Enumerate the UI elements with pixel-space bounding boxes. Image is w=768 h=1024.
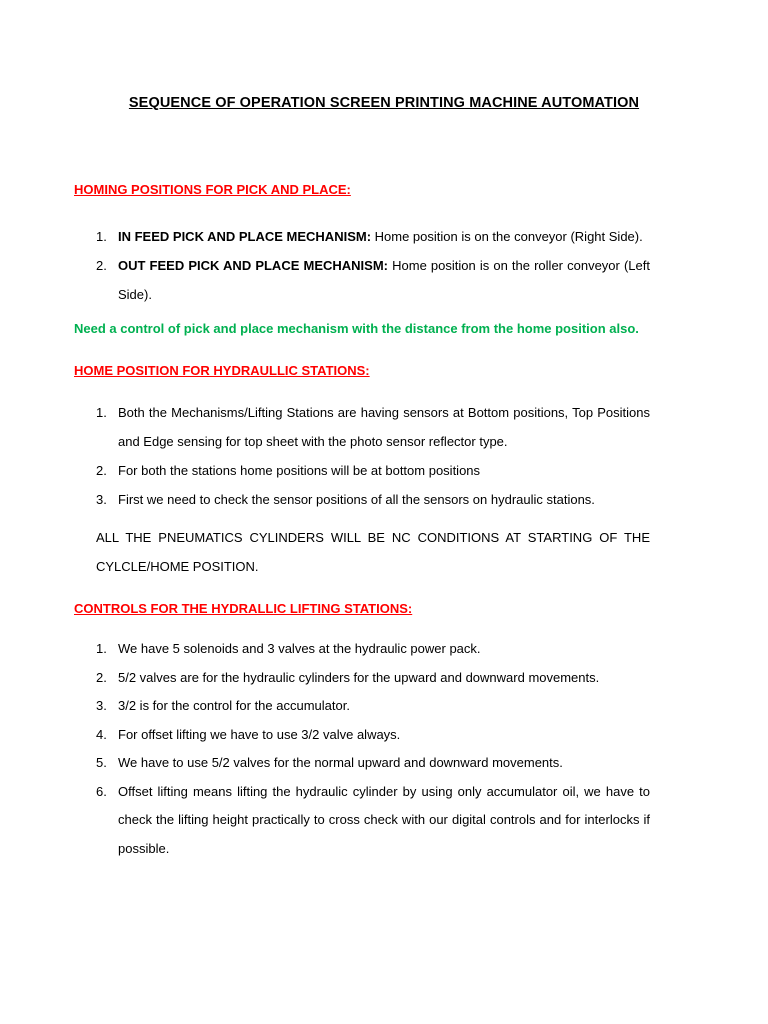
section-heading-homing: HOMING POSITIONS FOR PICK AND PLACE: xyxy=(74,182,351,197)
homing-list xyxy=(96,222,650,309)
list-bold-label: IN FEED PICK AND PLACE MECHANISM: xyxy=(118,229,372,244)
list-text: 3/2 is for the control for the accumulator. xyxy=(118,698,350,713)
list-item xyxy=(96,692,650,721)
list-number: 4. xyxy=(96,726,107,742)
list-item xyxy=(96,749,650,778)
list-body: Home position is on the conveyor (Right Side). xyxy=(371,229,643,244)
list-number: 2. xyxy=(96,258,107,273)
document-title: SEQUENCE OF OPERATION SCREEN PRINTING MACHINE AUTOMATION xyxy=(128,95,640,111)
list-item xyxy=(96,398,650,456)
list-number: 1. xyxy=(96,229,107,244)
list-number: 3. xyxy=(96,492,107,507)
list-number: 6. xyxy=(96,783,107,799)
pneumatics-paragraph: ALL THE PNEUMATICS CYLINDERS WILL BE NC CONDITIONS AT STARTING OF THE CYLCLE/HOME POSITION. xyxy=(96,530,650,574)
list-text: First we need to check the sensor positions of all the sensors on hydraulic stations. xyxy=(118,492,595,507)
list-item xyxy=(96,635,650,664)
hydraulic-list xyxy=(96,398,650,514)
list-number: 1. xyxy=(96,405,107,420)
list-text: For both the stations home positions will be at bottom positions xyxy=(118,463,481,478)
list-item xyxy=(96,251,650,309)
list-text: We have to use 5/2 valves for the normal upward and downward movements. xyxy=(118,755,563,770)
section-heading-controls: CONTROLS FOR THE HYDRALLIC LIFTING STATIONS: xyxy=(74,601,413,616)
list-text: Offset lifting means lifting the hydraulic cylinder by using only accumulator oil, we have to check the lifting height practically to cross check with our digital controls and for interlocks if possible. xyxy=(118,783,650,856)
list-number: 5. xyxy=(96,755,107,770)
list-item xyxy=(96,456,650,485)
list-text xyxy=(118,251,650,309)
list-number: 2. xyxy=(96,463,107,478)
list-item xyxy=(96,778,650,864)
list-text: 5/2 valves are for the hydraulic cylinders for the upward and downward movements. xyxy=(118,669,600,685)
list-item xyxy=(96,664,650,693)
note-text: Need a control of pick and place mechanism with the distance from the home position also. xyxy=(74,321,639,336)
list-number: 2. xyxy=(96,669,107,685)
list-text: We have 5 solenoids and 3 valves at the hydraulic power pack. xyxy=(118,641,481,656)
list-number: 1. xyxy=(96,641,107,656)
controls-list xyxy=(96,635,650,863)
list-text: For offset lifting we have to use 3/2 valve always. xyxy=(118,726,401,742)
list-item xyxy=(96,721,650,750)
list-item xyxy=(96,485,650,514)
list-bold-label: OUT FEED PICK AND PLACE MECHANISM: xyxy=(118,258,388,273)
list-number: 3. xyxy=(96,698,107,713)
list-body: Home position is on the roller conveyor (Left Side). xyxy=(118,258,650,302)
list-text: Both the Mechanisms/Lifting Stations are having sensors at Bottom positions, Top Positions and Edge sensing for top sheet with the photo sensor reflector type. xyxy=(118,405,650,449)
list-item xyxy=(96,222,650,251)
list-text xyxy=(118,222,650,251)
section-heading-hydraulic: HOME POSITION FOR HYDRAULLIC STATIONS: xyxy=(74,363,370,378)
